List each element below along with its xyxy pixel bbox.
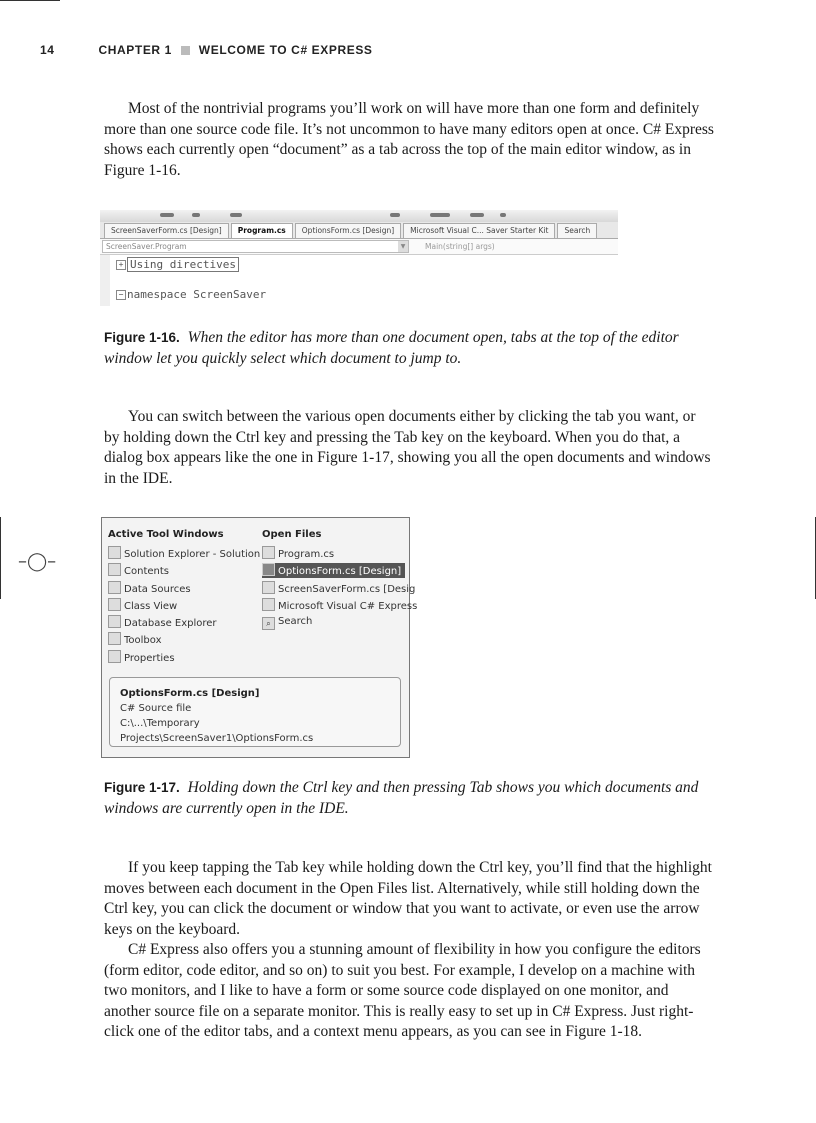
toolbar-band — [100, 210, 618, 222]
database-icon — [108, 615, 121, 628]
chevron-down-icon: ▼ — [398, 241, 408, 252]
tab-screensaverform-design[interactable]: ScreenSaverForm.cs [Design] — [104, 223, 229, 238]
tab-optionsform-design[interactable]: OptionsForm.cs [Design] — [295, 223, 401, 238]
contents-icon — [108, 563, 121, 576]
member-dropdown-value: Main(string[] args) — [425, 242, 495, 251]
chapter-label: CHAPTER 1 — [98, 43, 172, 57]
paragraph-4-text: C# Express also offers you a stunning amount of flexibility in how you configure the editors (form editor, code editor, and so on) to suit you best. For example, I develop on a machine with two monitors, and I like to have a form or some source code displayed on one monitor, and another source file on a separate monitor. This is really easy to set up in C# Express. Just right-click one of the editor tabs, and a context menu appears, as you can see in Figure 1-18. — [104, 941, 701, 1040]
selected-file-info-panel — [109, 677, 401, 747]
selected-file-path: C:\...\Temporary Projects\ScreenSaver1\OptionsForm.cs — [120, 718, 314, 744]
crop-mark-left — [0, 517, 1, 599]
properties-icon — [108, 650, 121, 663]
registration-mark-icon: –◯– — [18, 551, 57, 572]
using-directives-region: Using directives — [127, 257, 239, 272]
form-icon — [262, 563, 275, 576]
tool-window-toolbox[interactable]: Toolbox — [108, 632, 162, 647]
tab-search[interactable]: Search — [557, 223, 597, 238]
paragraph-1-text: Most of the nontrivial programs you’ll work on will have more than one form and definitely more than one source code file. It’s not uncommon to have many editors open at once. C# Express shows each currently open “document” as a tab across the top of the main editor window, as in Figure 1-16. — [104, 100, 714, 179]
open-file-optionsform-design[interactable]: OptionsForm.cs [Design] — [262, 563, 405, 578]
data-sources-icon — [108, 581, 121, 594]
tool-window-properties[interactable]: Properties — [108, 650, 175, 665]
type-dropdown-value: ScreenSaver.Program — [106, 242, 187, 251]
collapse-icon[interactable]: − — [116, 290, 126, 300]
figure-1-17-ide-navigator — [101, 517, 418, 758]
tool-window-data-sources[interactable]: Data Sources — [108, 581, 191, 596]
open-file-visual-csharp-express[interactable]: Microsoft Visual C# Express — [262, 598, 417, 613]
header-separator — [181, 46, 190, 55]
type-dropdown[interactable] — [102, 240, 409, 253]
form-icon — [262, 581, 275, 594]
chapter-title: WELCOME TO C# EXPRESS — [198, 43, 373, 57]
paragraph-3 — [104, 858, 714, 940]
tab-starter-kit[interactable]: Microsoft Visual C... Saver Starter Kit — [403, 223, 555, 238]
page-number: 14 — [40, 43, 55, 57]
code-line-using — [116, 258, 239, 271]
open-file-screensaverform-design[interactable]: ScreenSaverForm.cs [Desig — [262, 581, 415, 596]
code-editor[interactable] — [100, 255, 618, 306]
tool-window-database-explorer[interactable]: Database Explorer — [108, 615, 217, 630]
running-header — [40, 43, 373, 57]
paragraph-3-text: If you keep tapping the Tab key while holding down the Ctrl key, you’ll find that the highlight moves between each document in the Open Files list. Alternatively, while still holding down the Ctrl key, you can click the document or window that you want to activate, or even use the arrow keys on the keyboard. — [104, 859, 712, 938]
figure-1-16-caption — [104, 328, 714, 369]
figure-1-17-label: Figure 1-17. — [104, 780, 180, 795]
figure-1-16-label: Figure 1-16. — [104, 330, 180, 345]
class-view-icon — [108, 598, 121, 611]
code-file-icon — [262, 546, 275, 559]
figure-1-17-caption — [104, 778, 714, 819]
tool-window-contents[interactable]: Contents — [108, 563, 169, 578]
namespace-text: namespace ScreenSaver — [127, 288, 267, 301]
paragraph-2 — [104, 407, 714, 489]
selected-file-type: C# Source file — [120, 703, 192, 714]
tool-window-solution-explorer[interactable]: Solution Explorer - Solution — [108, 546, 260, 561]
tool-window-class-view[interactable]: Class View — [108, 598, 177, 613]
toolbox-icon — [108, 632, 121, 645]
paragraph-4 — [104, 940, 714, 1043]
paragraph-2-text: You can switch between the various open documents either by clicking the tab you want, or by holding down the Ctrl key and pressing the Tab key on the keyboard. When you do that, a dialog box appears like the one in Figure 1-17, showing you all the open documents and windows in the IDE. — [104, 408, 711, 487]
open-file-search[interactable]: ⌕ Search — [262, 615, 312, 630]
open-files-header: Open Files — [262, 529, 322, 540]
member-dropdown[interactable] — [425, 242, 495, 251]
solution-explorer-icon — [108, 546, 121, 559]
search-icon: ⌕ — [262, 617, 275, 630]
browser-page-icon — [262, 598, 275, 611]
code-navigation-bar — [100, 239, 618, 255]
expand-icon[interactable]: + — [116, 260, 126, 270]
active-tool-windows-header: Active Tool Windows — [108, 529, 224, 540]
figure-1-16-screenshot — [100, 210, 618, 306]
editor-tab-strip — [100, 222, 618, 239]
code-line-namespace — [116, 288, 266, 301]
tab-program-cs[interactable]: Program.cs — [231, 223, 293, 238]
selected-file-title: OptionsForm.cs [Design] — [120, 688, 260, 699]
paragraph-1 — [104, 99, 714, 181]
top-rule — [0, 0, 60, 1]
open-file-program-cs[interactable]: Program.cs — [262, 546, 334, 561]
figure-1-16-caption-text: When the editor has more than one document open, tabs at the top of the editor window let you quickly select which document to jump to. — [104, 329, 679, 367]
figure-1-17-caption-text: Holding down the Ctrl key and then pressing Tab shows you which documents and windows are currently open in the IDE. — [104, 779, 699, 817]
